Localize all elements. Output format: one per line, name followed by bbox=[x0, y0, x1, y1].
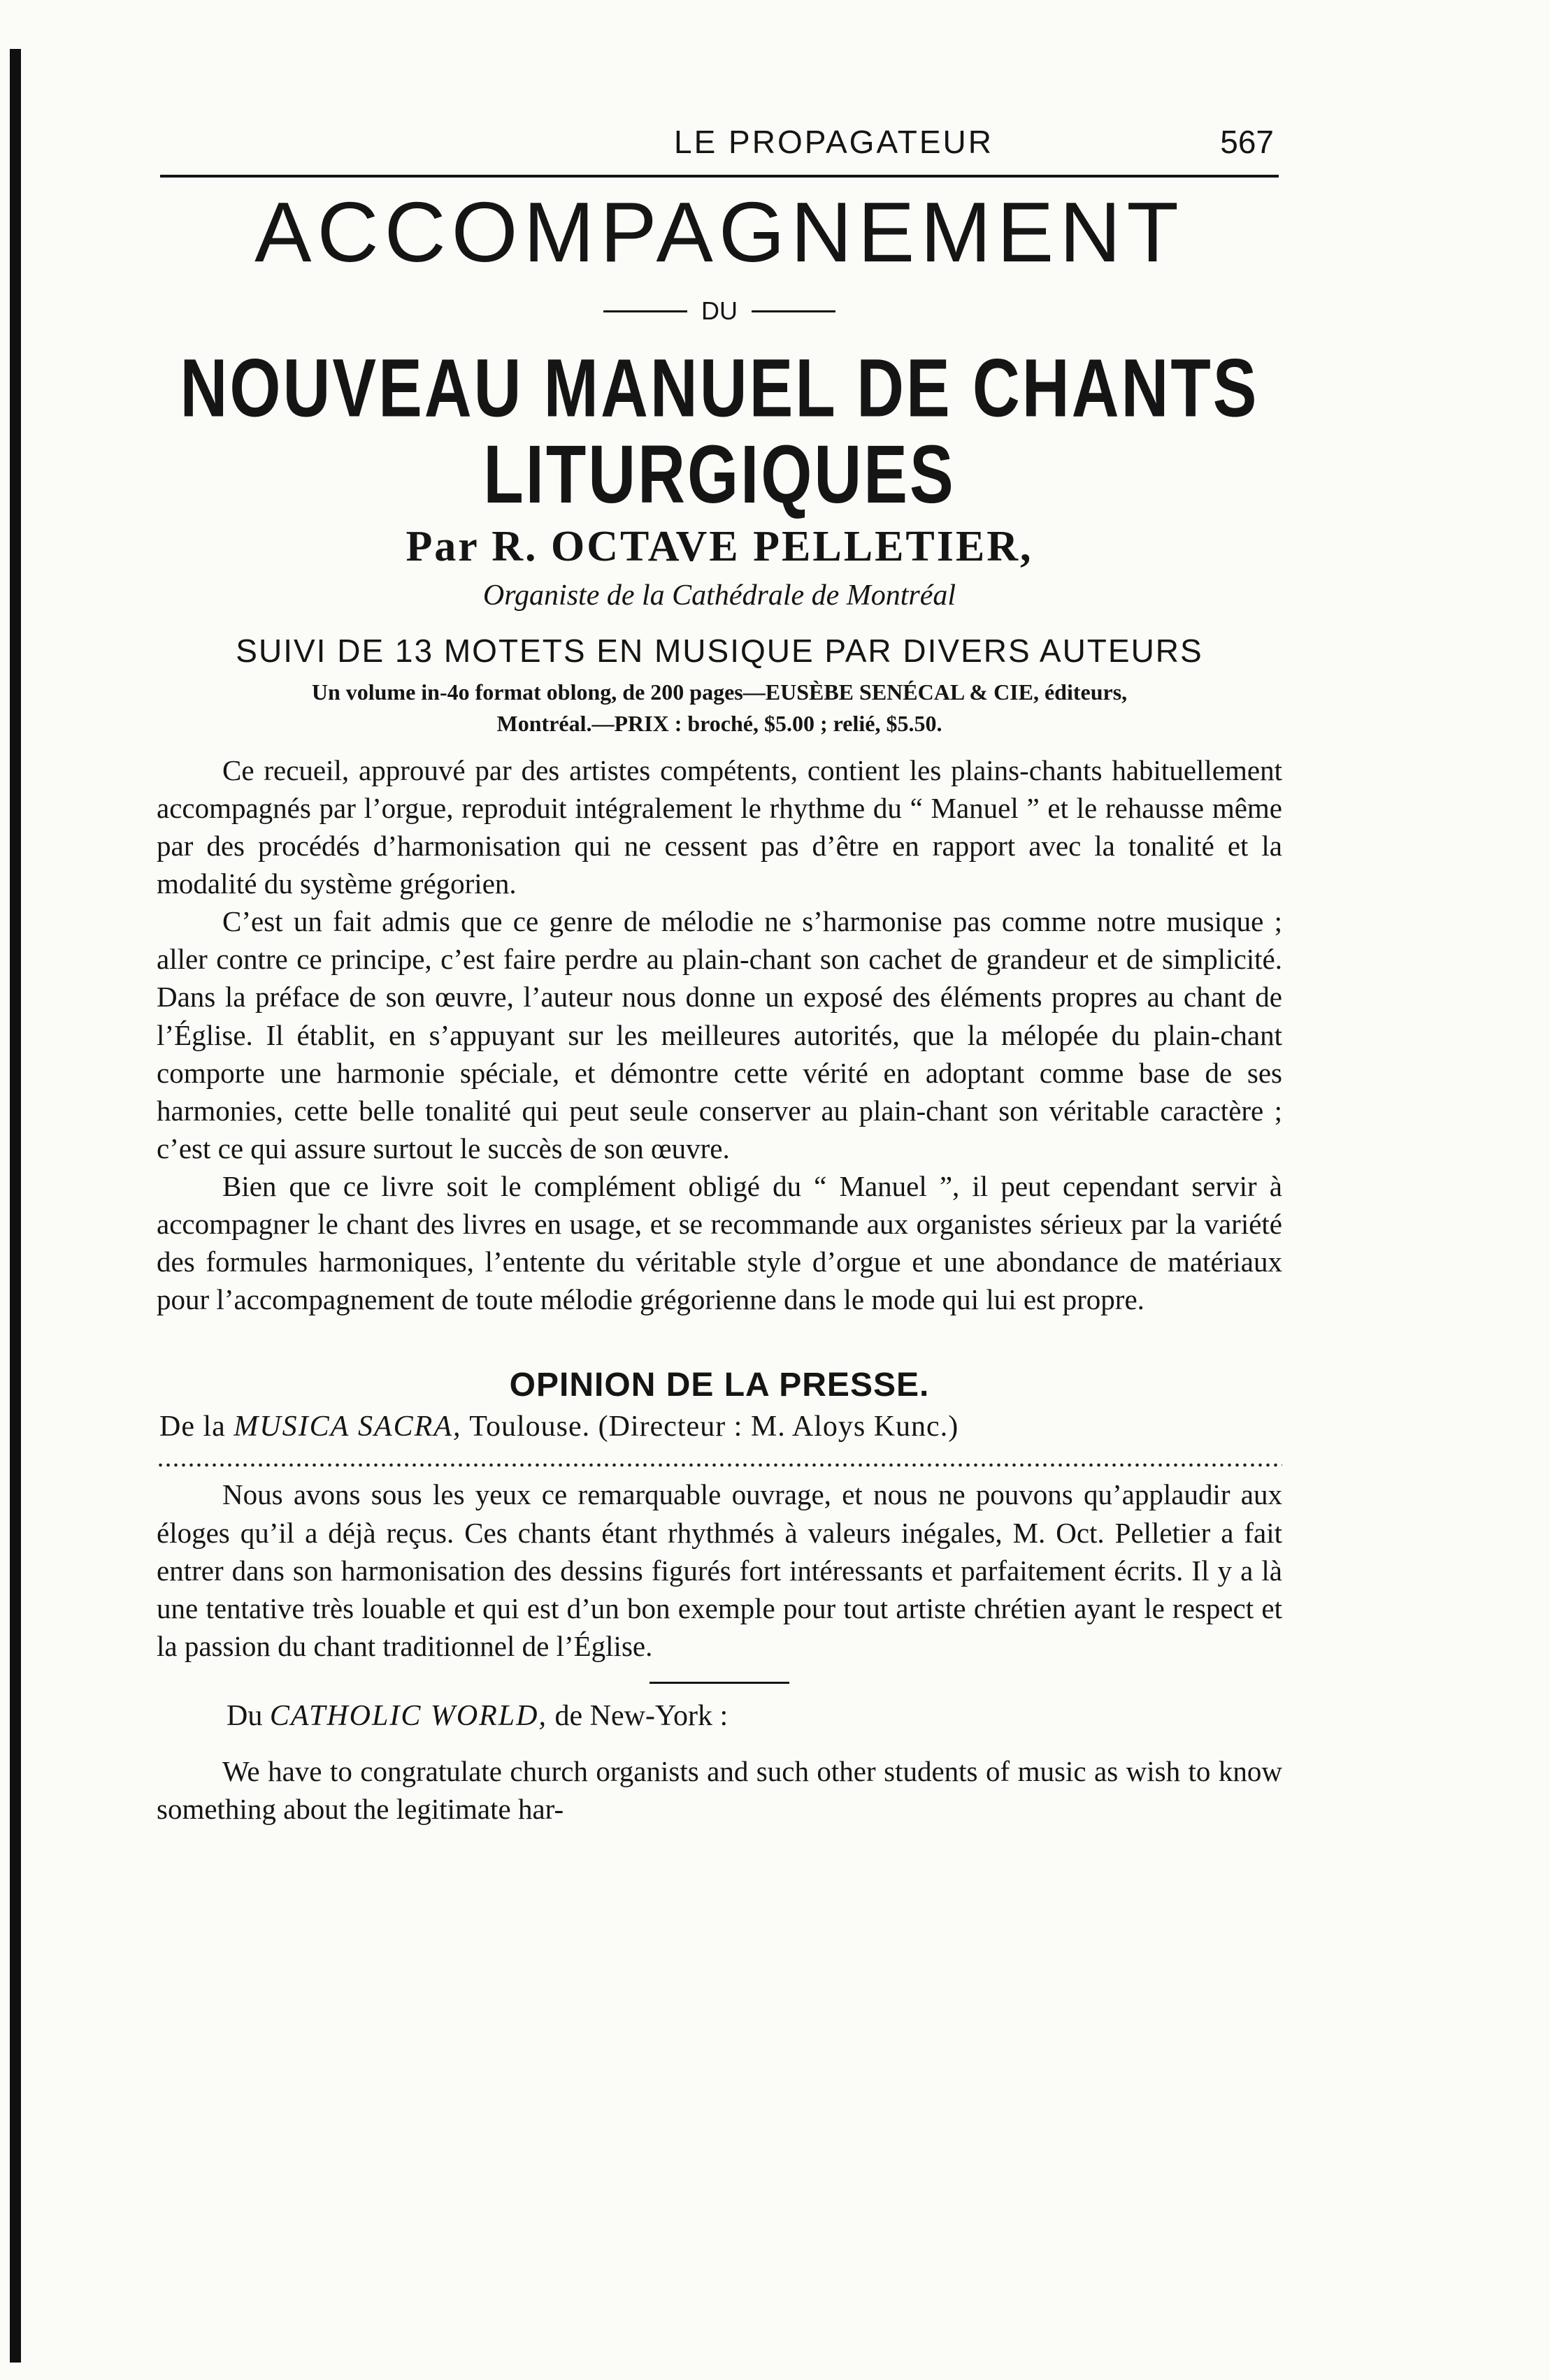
quote-paragraph: Nous avons sous les yeux ce remarquable ouvrage, et nous ne pouvons qu’applaudir aux éloges qu’il a déjà reçus. Ces chants étant rhythmés à valeurs inégales, M. Oct. Pelletier a fait entrer dans son harmonisation des dessins figurés fort intéressants et parfaitement écrits. Il y a là une tentative très louable et qui est d’un bon exemple pour tout artiste chrétien ayant le respect et la passion du chant traditionnel de l’Église. bbox=[157, 1478, 1282, 1662]
motets-line: SUIVI DE 13 MOTETS EN MUSIQUE PAR DIVERS AUTEURS bbox=[236, 633, 1203, 670]
du-dash-right bbox=[752, 310, 835, 312]
document-page bbox=[157, 105, 1282, 1828]
running-title: LE PROPAGATEUR bbox=[674, 124, 993, 160]
publication-line-2: Montréal.—PRIX : broché, $5.00 ; relié, $5.50. bbox=[496, 710, 942, 736]
publication-line-1: Un volume in-4o format oblong, de 200 pages—EUSÈBE SENÉCAL & CIE, éditeurs, bbox=[311, 679, 1128, 705]
author-role: Organiste de la Cathédrale de Montréal bbox=[482, 579, 956, 612]
quote-paragraph: We have to congratulate church organists and such other students of music as wish to know something about the legitimate har- bbox=[157, 1754, 1282, 1826]
press-source-musica-sacra bbox=[157, 1410, 1282, 1443]
intro-paragraph: Ce recueil, approuvé par des artistes compétents, contient les plains-chants habituellement accompagnés par l’orgue, reproduit intégralement le rhythme du “ Manuel ” et le rehausse même par des procédés d’harmonisation qui ne cessent pas d’être en rapport avec la tonalité et la modalité du système grégorien. bbox=[157, 753, 1282, 900]
publication-details bbox=[157, 677, 1282, 738]
page-binding-edge bbox=[10, 49, 21, 2363]
running-header bbox=[513, 105, 1282, 160]
du-label: DU bbox=[701, 296, 738, 326]
source-publication: CATHOLIC WORLD, bbox=[269, 1699, 547, 1732]
manual-title: NOUVEAU MANUEL DE CHANTS LITURGIQUES bbox=[180, 342, 1259, 520]
press-quote-catholic-world bbox=[157, 1752, 1282, 1828]
short-rule bbox=[650, 1682, 789, 1684]
source-prefix: De la bbox=[159, 1411, 226, 1443]
intro-text bbox=[157, 751, 1282, 1319]
du-dash-left bbox=[603, 310, 687, 312]
page-number: 567 bbox=[1220, 124, 1274, 160]
press-section-title: OPINION DE LA PRESSE. bbox=[509, 1366, 930, 1404]
intro-paragraph: C’est un fait admis que ce genre de mélodie ne s’harmonise pas comme notre musique ; aller contre ce principe, c’est faire perdre au plain-chant son cachet de grandeur et de simplicité. Dans la préface de son œuvre, l’auteur nous donne un exposé des éléments propres au chant de l’Église. Il établit, en s’appuyant sur les meilleures autorités, que la mélopée du plain-chant comporte une harmonie spéciale, et démontre cette vérité en adoptant comme base de ses harmonies, cette belle tonalité qui peut seule conserver au plain-chant son véritable caractère ; c’est ce qui assure surtout le succès de son œuvre. bbox=[157, 905, 1282, 1164]
source-rest: Toulouse. (Directeur : M. Aloys Kunc.) bbox=[469, 1411, 959, 1443]
source-prefix: Du bbox=[227, 1699, 263, 1732]
header-rule bbox=[160, 175, 1279, 178]
intro-paragraph: Bien que ce livre soit le complément obligé du “ Manuel ”, il peut cependant servir à accompagner le chant des livres en usage, et se recommande aux organistes sérieux par la variété des formules harmoniques, l’entente du véritable style d’orgue et une abondance de matériaux pour l’accompagnement de toute mélodie grégorienne dans le mode qui lui est propre. bbox=[157, 1169, 1282, 1316]
source-publication: MUSICA SACRA, bbox=[234, 1411, 462, 1443]
press-quote-musica-sacra bbox=[157, 1476, 1282, 1665]
source-rest: de New-York : bbox=[554, 1699, 729, 1732]
press-source-catholic-world bbox=[157, 1699, 1282, 1733]
main-title: ACCOMPAGNEMENT bbox=[254, 185, 1184, 280]
dotted-separator bbox=[157, 1462, 1282, 1469]
du-separator bbox=[157, 296, 1282, 326]
author-line: Par R. OCTAVE PELLETIER, bbox=[406, 523, 1033, 571]
